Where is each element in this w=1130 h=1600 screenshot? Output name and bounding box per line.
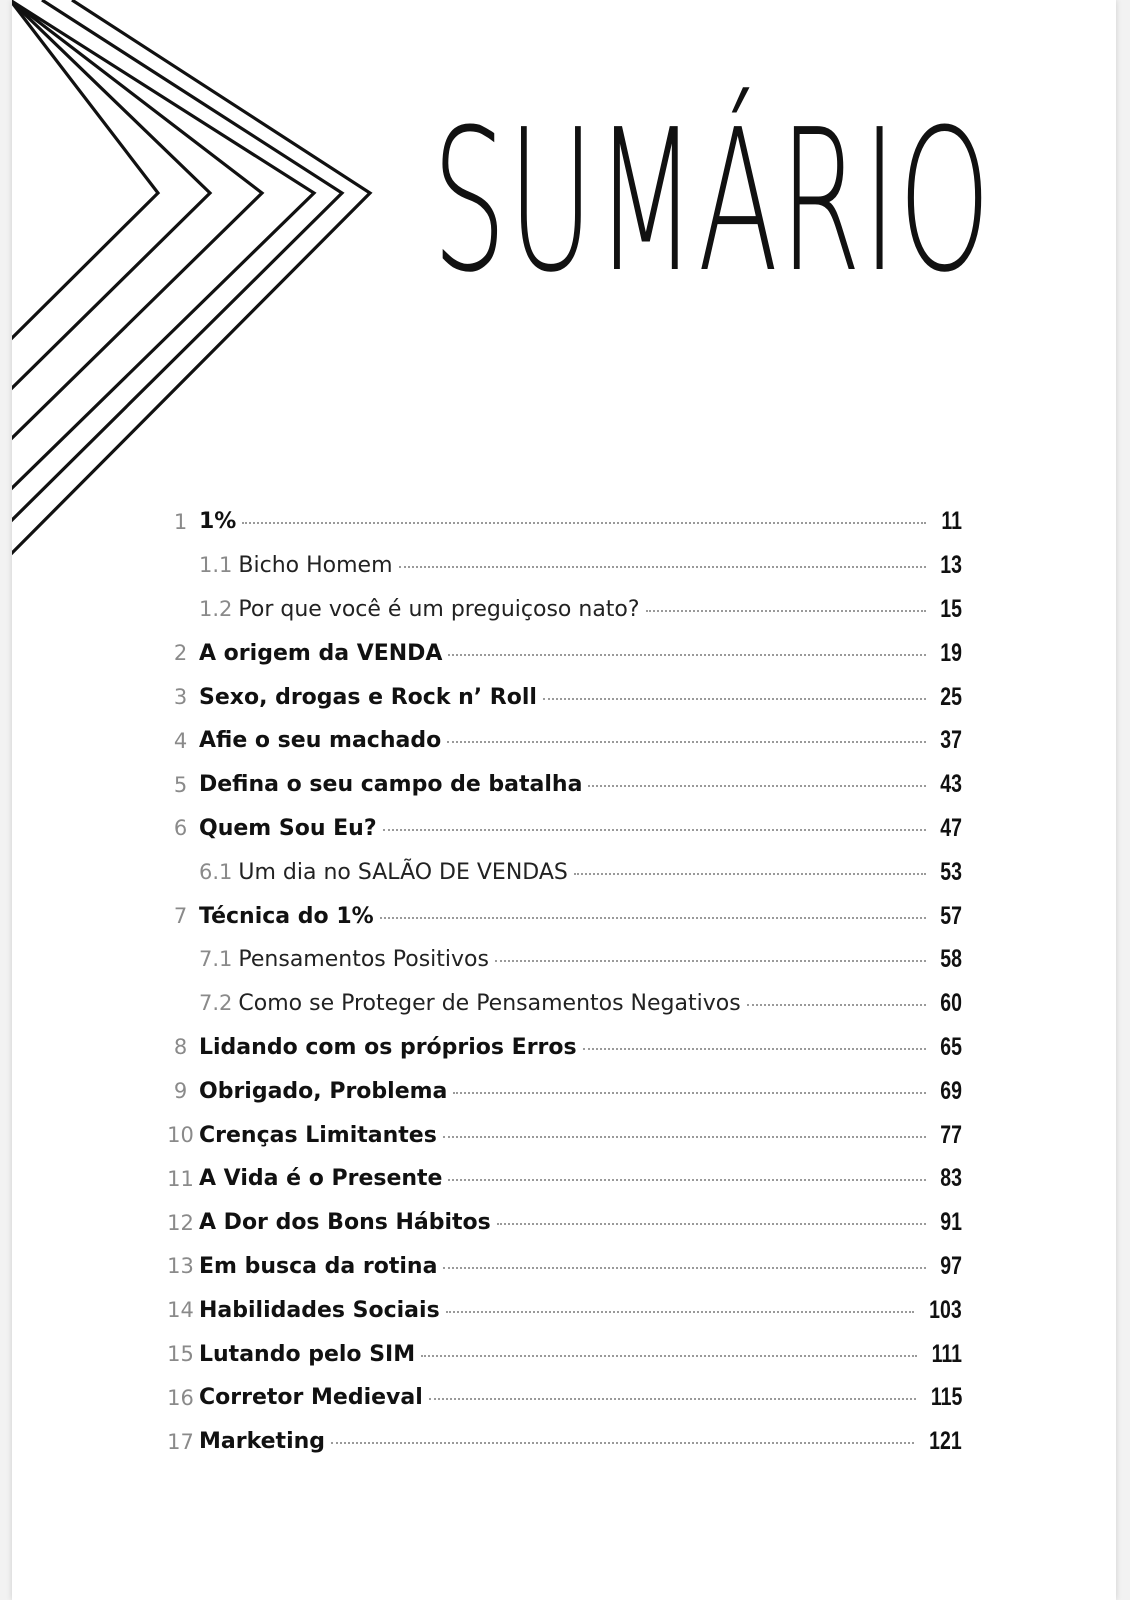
toc-chapter-row[interactable] <box>162 1332 962 1376</box>
book-page <box>12 0 1116 1600</box>
toc-section-row[interactable] <box>162 982 962 1026</box>
entry-title: Quem Sou Eu? <box>199 815 377 841</box>
dot-leader <box>421 1355 917 1357</box>
entry-title-wrap <box>199 1429 920 1454</box>
toc-chapter-row[interactable] <box>162 500 962 544</box>
page-number: 115 <box>930 1383 962 1412</box>
page-number: 91 <box>940 1208 962 1237</box>
entry-title: A Vida é o Presente <box>199 1166 443 1192</box>
page-number: 97 <box>940 1251 962 1280</box>
toc-chapter-row[interactable] <box>162 1245 962 1289</box>
page-number: 65 <box>940 1032 962 1061</box>
section-number: 6.1 <box>199 859 233 884</box>
toc-section-row[interactable] <box>162 588 962 632</box>
entry-title: Lutando pelo SIM <box>199 1341 416 1367</box>
dot-leader <box>331 1442 914 1444</box>
page-number: 15 <box>940 594 962 623</box>
entry-title: Um dia no SALÃO DE VENDAS <box>238 859 568 885</box>
dot-leader <box>447 741 926 743</box>
toc-chapter-row[interactable] <box>162 1201 962 1245</box>
entry-title-wrap <box>199 1342 923 1367</box>
table-of-contents <box>162 500 962 1464</box>
entry-title-wrap <box>199 1210 932 1235</box>
entry-title: A Dor dos Bons Hábitos <box>199 1210 491 1236</box>
entry-title-wrap <box>199 1254 932 1279</box>
dot-leader <box>399 566 926 568</box>
toc-chapter-row[interactable] <box>162 1026 962 1070</box>
entry-title-wrap <box>199 772 932 797</box>
entry-title: Defina o seu campo de batalha <box>199 772 583 798</box>
chevron-decoration-icon <box>12 0 412 580</box>
entry-title: 1% <box>199 509 237 535</box>
entry-title: Habilidades Sociais <box>199 1297 440 1323</box>
chapter-number: 12 <box>167 1210 194 1235</box>
dot-leader <box>453 1092 926 1094</box>
chapter-number: 3 <box>173 685 188 710</box>
entry-title: Em busca da rotina <box>199 1253 438 1279</box>
toc-chapter-row[interactable] <box>162 1113 962 1157</box>
toc-section-row[interactable] <box>162 850 962 894</box>
entry-title: Como se Proteger de Pensamentos Negativos <box>238 991 741 1017</box>
entry-title: Lidando com os próprios Erros <box>199 1034 577 1060</box>
page-title: SUMÁRIO <box>432 88 992 316</box>
toc-chapter-row[interactable] <box>162 894 962 938</box>
entry-title: Bicho Homem <box>238 553 393 579</box>
page-number: 25 <box>940 682 962 711</box>
toc-chapter-row[interactable] <box>162 1157 962 1201</box>
chapter-number: 4 <box>173 728 188 753</box>
dot-leader <box>497 1223 926 1225</box>
chapter-number: 17 <box>167 1429 194 1454</box>
page-number: 121 <box>929 1427 962 1456</box>
page-number: 77 <box>940 1120 962 1149</box>
entry-title-wrap <box>199 904 932 929</box>
entry-title: Corretor Medieval <box>199 1385 423 1411</box>
dot-leader <box>646 610 926 612</box>
entry-title-wrap <box>199 641 932 666</box>
entry-title-wrap <box>199 509 932 534</box>
dot-leader <box>588 785 926 787</box>
entry-title: Crenças Limitantes <box>199 1122 437 1148</box>
chapter-number: 7 <box>173 904 188 929</box>
entry-title-wrap <box>199 1298 920 1323</box>
dot-leader <box>242 522 926 524</box>
chapter-number: 9 <box>173 1079 188 1104</box>
section-number: 1.1 <box>199 553 233 578</box>
page-number: 47 <box>940 813 962 842</box>
page-number: 19 <box>940 638 962 667</box>
toc-chapter-row[interactable] <box>162 1376 962 1420</box>
chapter-number: 8 <box>173 1035 188 1060</box>
entry-title-wrap <box>199 947 932 972</box>
page-number: 11 <box>941 507 962 536</box>
dot-leader <box>495 960 926 962</box>
chapter-number: 2 <box>173 641 188 666</box>
toc-section-row[interactable] <box>162 544 962 588</box>
toc-chapter-row[interactable] <box>162 675 962 719</box>
chapter-number: 1 <box>173 509 188 534</box>
toc-chapter-row[interactable] <box>162 719 962 763</box>
entry-title-wrap <box>199 553 932 578</box>
toc-chapter-row[interactable] <box>162 1420 962 1464</box>
entry-title-wrap <box>199 816 932 841</box>
section-number: 7.2 <box>199 991 233 1016</box>
page-number: 53 <box>940 857 962 886</box>
entry-title: Marketing <box>199 1429 326 1455</box>
toc-chapter-row[interactable] <box>162 763 962 807</box>
chapter-number: 16 <box>167 1385 194 1410</box>
entry-title: A origem da VENDA <box>199 640 443 666</box>
page-number: 43 <box>940 770 962 799</box>
page-number: 83 <box>940 1164 962 1193</box>
entry-title-wrap <box>199 1035 932 1060</box>
dot-leader <box>448 654 926 656</box>
dot-leader <box>380 917 926 919</box>
chapter-number: 6 <box>173 816 188 841</box>
entry-title: Pensamentos Positivos <box>238 947 489 973</box>
dot-leader <box>448 1179 926 1181</box>
dot-leader <box>583 1048 926 1050</box>
chapter-number: 5 <box>173 772 188 797</box>
section-number: 7.1 <box>199 947 233 972</box>
dot-leader <box>443 1136 926 1138</box>
entry-title: Afie o seu machado <box>199 728 442 754</box>
page-number: 57 <box>940 901 962 930</box>
page-number: 37 <box>940 726 962 755</box>
dot-leader <box>429 1398 916 1400</box>
chapter-number: 14 <box>167 1298 194 1323</box>
entry-title-wrap <box>199 991 932 1016</box>
entry-title: Obrigado, Problema <box>199 1078 448 1104</box>
chapter-number: 15 <box>167 1342 194 1367</box>
page-number: 60 <box>940 989 962 1018</box>
toc-chapter-row[interactable] <box>162 807 962 851</box>
dot-leader <box>446 1311 915 1313</box>
entry-title: Por que você é um preguiçoso nato? <box>238 596 640 622</box>
page-number: 111 <box>931 1339 962 1368</box>
dot-leader <box>574 873 926 875</box>
toc-chapter-row[interactable] <box>162 1069 962 1113</box>
section-number: 1.2 <box>199 596 233 621</box>
page-number: 58 <box>940 945 962 974</box>
dot-leader <box>747 1004 926 1006</box>
page-number: 69 <box>940 1076 962 1105</box>
entry-title-wrap <box>199 1123 932 1148</box>
entry-title: Técnica do 1% <box>199 903 374 929</box>
entry-title-wrap <box>199 728 932 753</box>
toc-chapter-row[interactable] <box>162 1288 962 1332</box>
chapter-number: 13 <box>167 1254 194 1279</box>
entry-title-wrap <box>199 1385 922 1410</box>
entry-title: Sexo, drogas e Rock n’ Roll <box>199 684 537 710</box>
dot-leader <box>383 829 926 831</box>
page-number: 103 <box>929 1295 962 1324</box>
toc-chapter-row[interactable] <box>162 631 962 675</box>
entry-title-wrap <box>199 860 932 885</box>
entry-title-wrap <box>199 1166 932 1191</box>
page-number: 13 <box>940 551 962 580</box>
entry-title-wrap <box>199 1079 932 1104</box>
entry-title-wrap <box>199 597 932 622</box>
chapter-number: 10 <box>167 1123 194 1148</box>
chapter-number: 11 <box>167 1166 194 1191</box>
dot-leader <box>443 1267 926 1269</box>
dot-leader <box>543 698 926 700</box>
entry-title-wrap <box>199 685 932 710</box>
toc-section-row[interactable] <box>162 938 962 982</box>
